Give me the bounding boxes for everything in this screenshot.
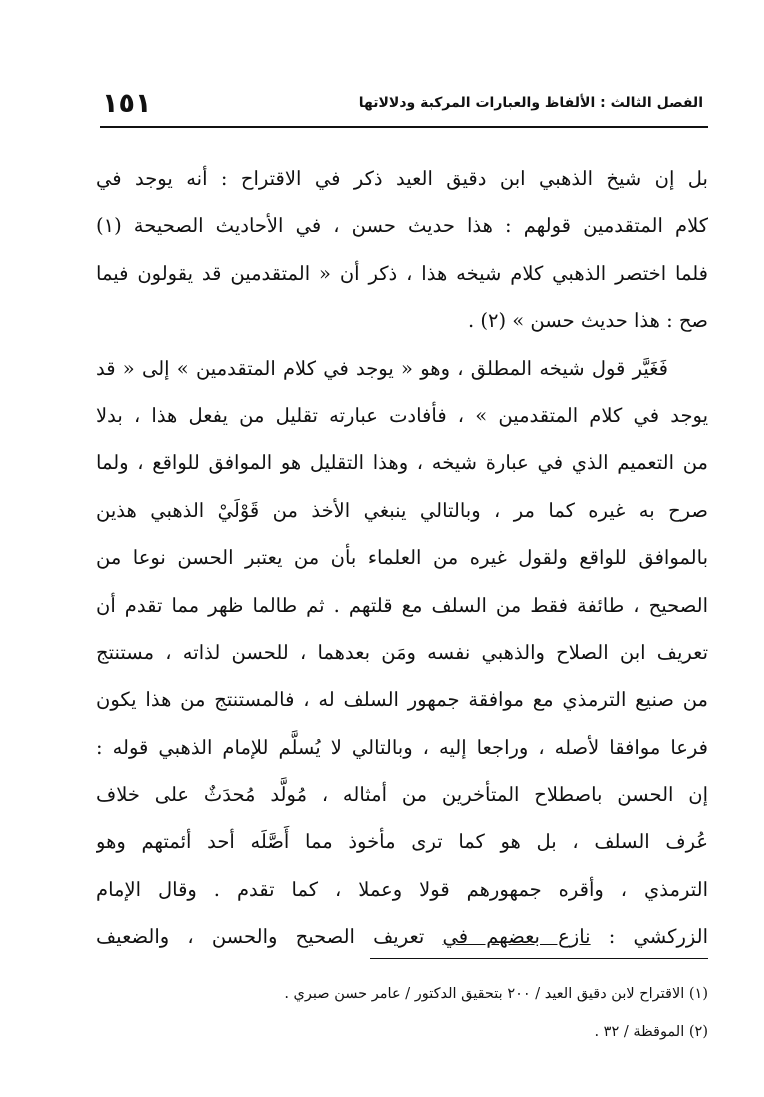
- underlined-phrase: نازع بعضهم في: [442, 925, 591, 949]
- footnote-rule: [370, 958, 708, 959]
- paragraph-first-line: فَغَيَّر قول شيخه المطلق ، وهو « يوجد في كلام المتقدمين » إلى « قد: [96, 356, 668, 380]
- text-line: فلما اختصر الذهبي كلام شيخه هذا ، ذكر أن « المتقدمين قد يقولون فيما: [96, 261, 708, 285]
- page-header: [100, 86, 705, 126]
- text-line: صح : هذا حديث حسن » (٢) .: [467, 309, 708, 333]
- header-rule: [100, 126, 708, 128]
- text-line: تعريف ابن الصلاح والذهبي نفسه ومَن بعدهما ، للحسن لذاته ، مستنتج: [96, 640, 708, 664]
- text-line: إن الحسن باصطلاح المتأخرين من أمثاله ، مُولَّد مُحدَثٌ على خلاف: [96, 783, 708, 807]
- text-line: من التعميم الذي في عبارة شيخه ، وهذا التقليل هو الموافق للواقع ، ولما: [96, 451, 708, 475]
- text-segment: الزركشي :: [590, 925, 708, 949]
- text-line: الصحيح ، طائفة فقط من السلف مع قلتهم . ثم طالما ظهر مما تقدم أن: [96, 593, 708, 617]
- text-line: بل إن شيخ الذهبي ابن دقيق العيد ذكر في الاقتراح : أنه يوجد في: [96, 167, 708, 190]
- text-line: الترمذي ، وأقره جمهورهم قولا وعملا ، كما تقدم . وقال الإمام: [96, 877, 708, 901]
- text-line: بالموافق للواقع ولقول غيره من العلماء بأن من يعتبر الحسن نوعا من: [96, 546, 708, 570]
- text-line: صرح به غيره كما مر ، وبالتالي ينبغي الأخذ من قَوْلَيْ الذهبي هذين: [96, 498, 708, 522]
- text-line-last: [96, 913, 708, 960]
- text-line: كلام المتقدمين قولهم : هذا حديث حسن ، في الأحاديث الصحيحة (١): [96, 214, 708, 238]
- text-line: فرعا موافقا لأصله ، وراجعا إليه ، وبالتالي لا يُسلَّم للإمام الذهبي قوله :: [96, 735, 708, 759]
- text-line: يوجد في كلام المتقدمين » ، فأفادت عبارته تقليل من يفعل هذا ، بدلا: [96, 403, 708, 427]
- text-line: عُرف السلف ، بل هو كما ترى مأخوذ مما أَصَّلَه أحد أئمتهم وهو: [96, 830, 708, 854]
- page-number: ١٥١: [102, 88, 152, 119]
- footnote-1: (١) الاقتراح لابن دقيق العيد / ٢٠٠ بتحقيق الدكتور / عامر حسن صبري .: [284, 986, 708, 1002]
- body-text: [96, 155, 708, 961]
- text-segment: تعريف الصحيح والحسن ، والضعيف: [96, 925, 443, 949]
- footnotes: [96, 975, 708, 1051]
- chapter-title: الفصل الثالث : الألفاظ والعبارات المركبة ودلالاتها: [358, 95, 703, 111]
- footnote-2: (٢) الموقظة / ٣٢ .: [594, 1024, 708, 1040]
- text-line: من صنيع الترمذي مع موافقة جمهور السلف له ، فالمستنتج من هذا يكون: [96, 688, 708, 712]
